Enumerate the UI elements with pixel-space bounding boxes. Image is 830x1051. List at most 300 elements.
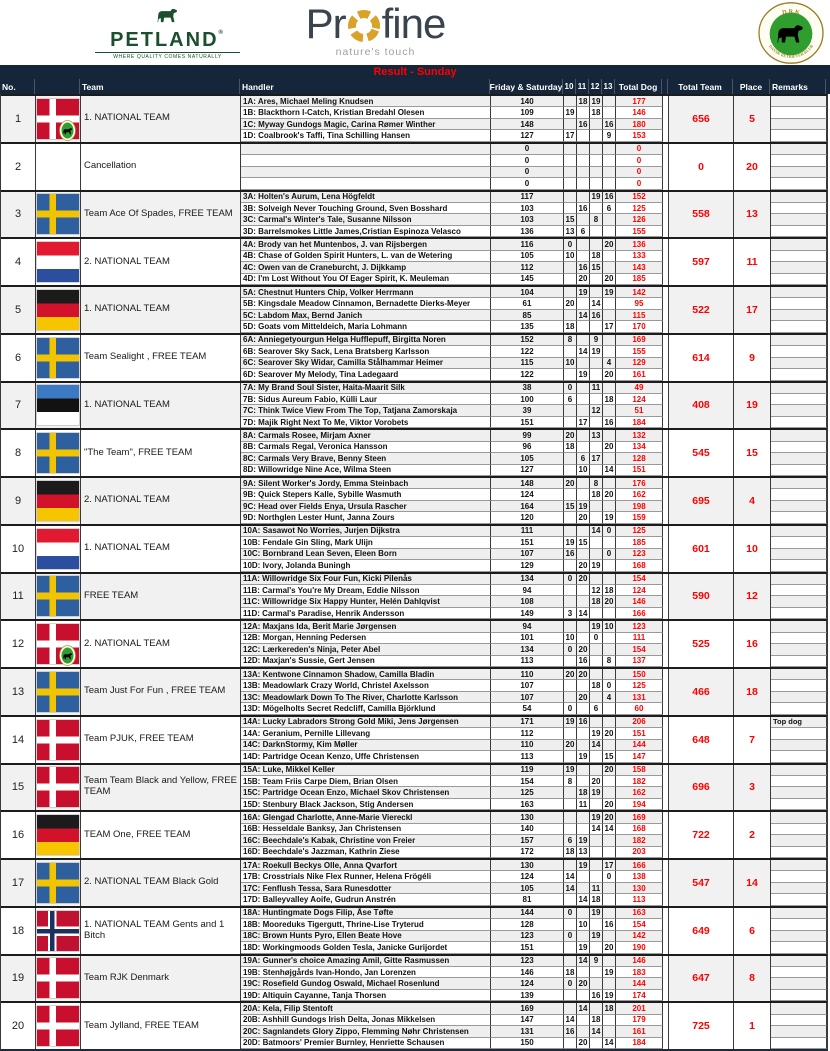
spacer-cell: [663, 310, 669, 321]
place-cell: 1: [734, 1003, 771, 1049]
score-12-cell: 19: [590, 787, 603, 798]
score-13-cell: 20: [603, 799, 616, 810]
team-number: 16: [1, 812, 36, 858]
spacer-cell: [663, 369, 669, 380]
flag-dk-icon: [37, 1006, 79, 1046]
score-10-cell: [564, 489, 577, 500]
remarks-cell: [771, 262, 827, 273]
spacer-cell: [663, 740, 669, 751]
place-cell: 20: [734, 144, 771, 190]
remarks-cell: [771, 740, 827, 751]
spacer-cell: [663, 465, 669, 476]
col-total-team: Total Team: [668, 79, 733, 94]
result-banner-title: Result - Sunday: [373, 66, 457, 78]
team-block: [1, 572, 827, 620]
score-11-cell: [577, 167, 590, 178]
total-dog-cell: 154: [616, 919, 663, 930]
score-13-cell: [603, 560, 616, 571]
score-10-cell: [564, 728, 577, 739]
score-12-cell: 12: [590, 405, 603, 416]
spacer-cell: [663, 931, 669, 942]
spacer-cell: [663, 847, 669, 858]
score-13-cell: [603, 383, 616, 394]
score-10-cell: 0: [564, 978, 577, 989]
handler-cell: 20B: Ashhill Gundogs Irish Delta, Jonas Mikkelsen: [241, 1015, 491, 1026]
score-11-cell: 14: [577, 1003, 590, 1014]
remarks-cell: Top dog: [771, 717, 827, 728]
handler-cell: 6A: Anniegetyourgun Helga Hufflepuff, Birgitta Noren: [241, 335, 491, 346]
score-10-cell: 18: [564, 847, 577, 858]
handler-cell: 15D: Stenbury Black Jackson, Stig Andersen: [241, 799, 491, 810]
score-12-cell: [590, 644, 603, 655]
score-11-cell: 19: [577, 369, 590, 380]
total-dog-cell: 136: [616, 239, 663, 250]
score-12-cell: 19: [590, 728, 603, 739]
flag-se-icon: [37, 194, 79, 234]
score-12-cell: 19: [590, 560, 603, 571]
petland-dog-icon: [155, 5, 181, 25]
score-12-cell: [590, 537, 603, 548]
friday-saturday-score-cell: 105: [491, 453, 564, 464]
score-11-cell: 14: [577, 608, 590, 619]
score-13-cell: [603, 453, 616, 464]
spacer-cell: [663, 405, 669, 416]
score-10-cell: [564, 1003, 577, 1014]
team-block: [1, 333, 827, 381]
score-13-cell: [603, 214, 616, 225]
handler-cell: 15A: Luke, Mikkel Keller: [241, 765, 491, 776]
spacer-cell: [663, 537, 669, 548]
remarks-cell: [771, 383, 827, 394]
handler-cell: 11B: Carmal's You're My Dream, Eddie Nilsson: [241, 585, 491, 596]
score-11-cell: 17: [577, 417, 590, 428]
total-dog-cell: 133: [616, 251, 663, 262]
total-dog-cell: 125: [616, 203, 663, 214]
remarks-cell: [771, 251, 827, 262]
profine-wordmark-post: fine: [381, 0, 446, 47]
spacer-cell: [663, 251, 669, 262]
friday-saturday-score-cell: 107: [491, 680, 564, 691]
score-11-cell: [577, 765, 590, 776]
friday-saturday-score-cell: 135: [491, 321, 564, 332]
score-12-cell: [590, 942, 603, 953]
score-11-cell: 14: [577, 956, 590, 967]
score-11-cell: [577, 383, 590, 394]
team-name: Team RJK Denmark: [81, 956, 241, 1002]
team-name: 1. NATIONAL TEAM: [81, 526, 241, 572]
spacer-cell: [663, 262, 669, 273]
handler-cell: 7D: Majik Right Next To Me, Viktor Vorobets: [241, 417, 491, 428]
score-13-cell: [603, 787, 616, 798]
handler-cell: 1A: Ares, Michael Meling Knudsen: [241, 96, 491, 107]
team-flag-cell: [36, 669, 81, 715]
handler-cell: [241, 167, 491, 178]
friday-saturday-score-cell: 136: [491, 226, 564, 237]
team-number: 9: [1, 478, 36, 524]
remarks-cell: [771, 633, 827, 644]
spacer-cell: [663, 453, 669, 464]
score-11-cell: 20: [577, 692, 590, 703]
spacer-cell: [663, 298, 669, 309]
score-13-cell: [603, 1015, 616, 1026]
total-team-cell: 647: [669, 956, 734, 1002]
friday-saturday-score-cell: 105: [491, 251, 564, 262]
score-12-cell: 18: [590, 489, 603, 500]
team-block: [1, 954, 827, 1002]
friday-saturday-score-cell: 110: [491, 740, 564, 751]
remarks-cell: [771, 226, 827, 237]
friday-saturday-score-cell: 116: [491, 239, 564, 250]
total-team-cell: 525: [669, 621, 734, 667]
score-13-cell: [603, 956, 616, 967]
total-dog-cell: 144: [616, 978, 663, 989]
score-11-cell: 20: [577, 274, 590, 285]
total-dog-cell: 0: [616, 144, 663, 155]
score-12-cell: [590, 394, 603, 405]
score-12-cell: [590, 465, 603, 476]
place-cell: 5: [734, 96, 771, 142]
score-13-cell: [603, 178, 616, 189]
place-cell: 15: [734, 430, 771, 476]
score-11-cell: [577, 585, 590, 596]
score-13-cell: 20: [603, 369, 616, 380]
remarks-cell: [771, 96, 827, 107]
score-10-cell: [564, 262, 577, 273]
handler-cell: 9B: Quick Stepers Kalle, Sybille Wasmuth: [241, 489, 491, 500]
column-header: [0, 79, 830, 94]
spacer-cell: [663, 560, 669, 571]
flag-se-icon: [37, 433, 79, 473]
score-10-cell: 0: [564, 239, 577, 250]
handler-cell: 14A: Lucky Labradors Strong Gold Miki, Jens Jørgensen: [241, 717, 491, 728]
score-13-cell: [603, 167, 616, 178]
score-12-cell: 8: [590, 214, 603, 225]
score-12-cell: [590, 978, 603, 989]
friday-saturday-score-cell: 113: [491, 656, 564, 667]
score-12-cell: [590, 871, 603, 882]
total-dog-cell: 158: [616, 765, 663, 776]
handler-cell: [241, 178, 491, 189]
score-10-cell: [564, 310, 577, 321]
handler-cell: 3A: Holten's Aurum, Lena Högfeldt: [241, 192, 491, 203]
score-10-cell: 10: [564, 251, 577, 262]
handler-cell: 16B: Hesseldale Banksy, Jan Christensen: [241, 824, 491, 835]
score-13-cell: [603, 978, 616, 989]
remarks-cell: [771, 549, 827, 560]
friday-saturday-score-cell: 110: [491, 669, 564, 680]
total-dog-cell: 115: [616, 310, 663, 321]
score-11-cell: 20: [577, 560, 590, 571]
score-12-cell: [590, 501, 603, 512]
score-13-cell: 20: [603, 596, 616, 607]
total-dog-cell: 177: [616, 96, 663, 107]
remarks-cell: [771, 978, 827, 989]
remarks-cell: [771, 644, 827, 655]
score-13-cell: [603, 608, 616, 619]
team-number: 6: [1, 335, 36, 381]
team-number: 3: [1, 192, 36, 238]
score-10-cell: [564, 751, 577, 762]
score-11-cell: 6: [577, 453, 590, 464]
friday-saturday-score-cell: 104: [491, 287, 564, 298]
spacer-cell: [663, 871, 669, 882]
score-10-cell: 0: [564, 644, 577, 655]
score-12-cell: 18: [590, 894, 603, 905]
flag-none-icon: [37, 147, 79, 187]
score-10-cell: [564, 860, 577, 871]
place-cell: 17: [734, 287, 771, 333]
spacer-cell: [663, 919, 669, 930]
remarks-cell: [771, 287, 827, 298]
total-dog-cell: 60: [616, 703, 663, 714]
handler-cell: 11C: Willowridge Six Happy Hunter, Helén Dahlqvist: [241, 596, 491, 607]
team-block: [1, 476, 827, 524]
handler-cell: 10C: Bornbrand Lean Seven, Eleen Born: [241, 549, 491, 560]
total-dog-cell: 180: [616, 119, 663, 130]
score-11-cell: [577, 740, 590, 751]
team-number: 20: [1, 1003, 36, 1049]
friday-saturday-score-cell: 125: [491, 787, 564, 798]
handler-cell: 10B: Fendale Gin Sling, Mark Ulijn: [241, 537, 491, 548]
remarks-cell: [771, 908, 827, 919]
spacer-cell: [663, 692, 669, 703]
remarks-cell: [771, 310, 827, 321]
total-dog-cell: 153: [616, 130, 663, 141]
total-dog-cell: 95: [616, 298, 663, 309]
team-number: 19: [1, 956, 36, 1002]
score-12-cell: 17: [590, 453, 603, 464]
score-13-cell: 16: [603, 119, 616, 130]
score-10-cell: 19: [564, 107, 577, 118]
team-flag-cell: [36, 192, 81, 238]
handler-cell: 16A: Glengad Charlotte, Anne-Marie Viereckl: [241, 812, 491, 823]
team-name: Team Sealight , FREE TEAM: [81, 335, 241, 381]
score-11-cell: 16: [577, 656, 590, 667]
remarks-cell: [771, 1015, 827, 1026]
team-flag-cell: [36, 335, 81, 381]
score-12-cell: 12: [590, 585, 603, 596]
spacer-cell: [663, 442, 669, 453]
score-10-cell: 14: [564, 871, 577, 882]
score-10-cell: 8: [564, 335, 577, 346]
total-dog-cell: 154: [616, 644, 663, 655]
flag-se-icon: [37, 338, 79, 378]
total-dog-cell: 111: [616, 633, 663, 644]
score-11-cell: 11: [577, 799, 590, 810]
score-10-cell: [564, 167, 577, 178]
handler-cell: 18C: Brown Hunts Pyro, Ellen Beate Hove: [241, 931, 491, 942]
score-11-cell: [577, 967, 590, 978]
friday-saturday-score-cell: 129: [491, 560, 564, 571]
team-flag-cell: [36, 144, 81, 190]
handler-cell: 9D: Northglen Lester Hunt, Janna Zours: [241, 512, 491, 523]
score-12-cell: [590, 155, 603, 166]
score-12-cell: 14: [590, 1026, 603, 1037]
score-12-cell: [590, 442, 603, 453]
total-dog-cell: 169: [616, 812, 663, 823]
score-11-cell: [577, 394, 590, 405]
handler-cell: 3C: Carmal's Winter's Tale, Susanne Nilsson: [241, 214, 491, 225]
score-11-cell: 18: [577, 96, 590, 107]
friday-saturday-score-cell: 120: [491, 512, 564, 523]
place-cell: 14: [734, 860, 771, 906]
score-10-cell: 19: [564, 765, 577, 776]
remarks-cell: [771, 155, 827, 166]
total-team-cell: 545: [669, 430, 734, 476]
score-11-cell: [577, 908, 590, 919]
score-11-cell: 10: [577, 465, 590, 476]
petland-tagline: WHERE QUALITY COMES NATURALLY: [95, 52, 240, 60]
friday-saturday-score-cell: 54: [491, 703, 564, 714]
score-11-cell: 20: [577, 644, 590, 655]
total-dog-cell: 137: [616, 656, 663, 667]
friday-saturday-score-cell: 122: [491, 346, 564, 357]
handler-cell: 4A: Brody van het Muntenbos, J. van Rijsbergen: [241, 239, 491, 250]
score-10-cell: [564, 990, 577, 1001]
remarks-cell: [771, 883, 827, 894]
total-dog-cell: 185: [616, 274, 663, 285]
handler-cell: 13C: Meadowlark Down To The River, Charlotte Karlsson: [241, 692, 491, 703]
score-13-cell: 19: [603, 990, 616, 1001]
score-13-cell: 14: [603, 465, 616, 476]
score-12-cell: 19: [590, 812, 603, 823]
friday-saturday-score-cell: 149: [491, 608, 564, 619]
place-cell: 16: [734, 621, 771, 667]
team-name: Cancellation: [81, 144, 241, 190]
remarks-cell: [771, 751, 827, 762]
score-12-cell: [590, 226, 603, 237]
score-11-cell: [577, 405, 590, 416]
friday-saturday-score-cell: 117: [491, 192, 564, 203]
handler-cell: 8D: Willowridge Nine Ace, Wilma Steen: [241, 465, 491, 476]
score-10-cell: [564, 155, 577, 166]
score-11-cell: 16: [577, 717, 590, 728]
score-10-cell: 18: [564, 967, 577, 978]
col-team: Team: [80, 79, 240, 94]
total-dog-cell: 124: [616, 585, 663, 596]
spacer-cell: [663, 358, 669, 369]
handler-cell: 17C: Fenflush Tessa, Sara Runesdotter: [241, 883, 491, 894]
score-13-cell: [603, 501, 616, 512]
friday-saturday-score-cell: 81: [491, 894, 564, 905]
friday-saturday-score-cell: 61: [491, 298, 564, 309]
remarks-cell: [771, 119, 827, 130]
score-12-cell: 11: [590, 883, 603, 894]
total-dog-cell: 169: [616, 335, 663, 346]
remarks-cell: [771, 799, 827, 810]
friday-saturday-score-cell: 94: [491, 621, 564, 632]
team-number: 2: [1, 144, 36, 190]
score-13-cell: 0: [603, 526, 616, 537]
score-10-cell: 20: [564, 740, 577, 751]
score-12-cell: [590, 119, 603, 130]
friday-saturday-score-cell: 112: [491, 262, 564, 273]
place-cell: 2: [734, 812, 771, 858]
friday-saturday-score-cell: 115: [491, 358, 564, 369]
total-dog-cell: 125: [616, 526, 663, 537]
total-team-cell: 408: [669, 383, 734, 429]
total-dog-cell: 132: [616, 430, 663, 441]
score-10-cell: 15: [564, 501, 577, 512]
spacer-cell: [663, 155, 669, 166]
total-team-cell: 590: [669, 574, 734, 620]
remarks-cell: [771, 178, 827, 189]
logo-band: [0, 0, 830, 65]
score-11-cell: [577, 430, 590, 441]
score-12-cell: [590, 799, 603, 810]
profine-logo: [283, 0, 468, 58]
score-12-cell: [590, 692, 603, 703]
score-12-cell: 20: [590, 776, 603, 787]
score-10-cell: [564, 692, 577, 703]
team-flag-cell: [36, 621, 81, 667]
team-block: [1, 619, 827, 667]
total-team-cell: 725: [669, 1003, 734, 1049]
place-cell: 11: [734, 239, 771, 285]
team-block: [1, 667, 827, 715]
friday-saturday-score-cell: 157: [491, 835, 564, 846]
score-10-cell: 18: [564, 442, 577, 453]
score-12-cell: 6: [590, 703, 603, 714]
remarks-cell: [771, 860, 827, 871]
score-11-cell: 20: [577, 574, 590, 585]
score-12-cell: 0: [590, 633, 603, 644]
score-11-cell: [577, 703, 590, 714]
score-11-cell: [577, 728, 590, 739]
score-10-cell: 16: [564, 1026, 577, 1037]
friday-saturday-score-cell: 107: [491, 549, 564, 560]
score-13-cell: 15: [603, 751, 616, 762]
handler-cell: 7C: Think Twice View From The Top, Tatjana Zamorskaja: [241, 405, 491, 416]
flag-nl-icon: [37, 242, 79, 282]
score-11-cell: [577, 680, 590, 691]
score-13-cell: [603, 537, 616, 548]
team-name: Team Team Black and Yellow, FREE TEAM: [81, 765, 241, 811]
team-block: [1, 763, 827, 811]
score-12-cell: 18: [590, 680, 603, 691]
score-12-cell: [590, 1003, 603, 1014]
score-11-cell: [577, 990, 590, 1001]
handler-cell: 20A: Kela, Filip Stentoft: [241, 1003, 491, 1014]
score-13-cell: [603, 335, 616, 346]
friday-saturday-score-cell: 131: [491, 1026, 564, 1037]
friday-saturday-score-cell: 127: [491, 465, 564, 476]
team-name: 2. NATIONAL TEAM: [81, 478, 241, 524]
col-flag: [35, 79, 80, 94]
team-number: 15: [1, 765, 36, 811]
score-10-cell: 19: [564, 537, 577, 548]
total-dog-cell: 176: [616, 478, 663, 489]
remarks-cell: [771, 321, 827, 332]
remarks-cell: [771, 489, 827, 500]
friday-saturday-score-cell: 172: [491, 847, 564, 858]
total-dog-cell: 182: [616, 776, 663, 787]
score-11-cell: [577, 871, 590, 882]
team-block: [1, 190, 827, 238]
handler-cell: 12C: Lærkereden's Ninja, Peter Abel: [241, 644, 491, 655]
handler-cell: 5C: Labdom Max, Bernd Janich: [241, 310, 491, 321]
score-12-cell: 11: [590, 383, 603, 394]
total-dog-cell: 162: [616, 489, 663, 500]
score-11-cell: 14: [577, 894, 590, 905]
team-number: 1: [1, 96, 36, 142]
friday-saturday-score-cell: 108: [491, 596, 564, 607]
score-13-cell: [603, 847, 616, 858]
score-13-cell: [603, 644, 616, 655]
friday-saturday-score-cell: 99: [491, 430, 564, 441]
spacer-cell: [663, 346, 669, 357]
score-13-cell: [603, 633, 616, 644]
